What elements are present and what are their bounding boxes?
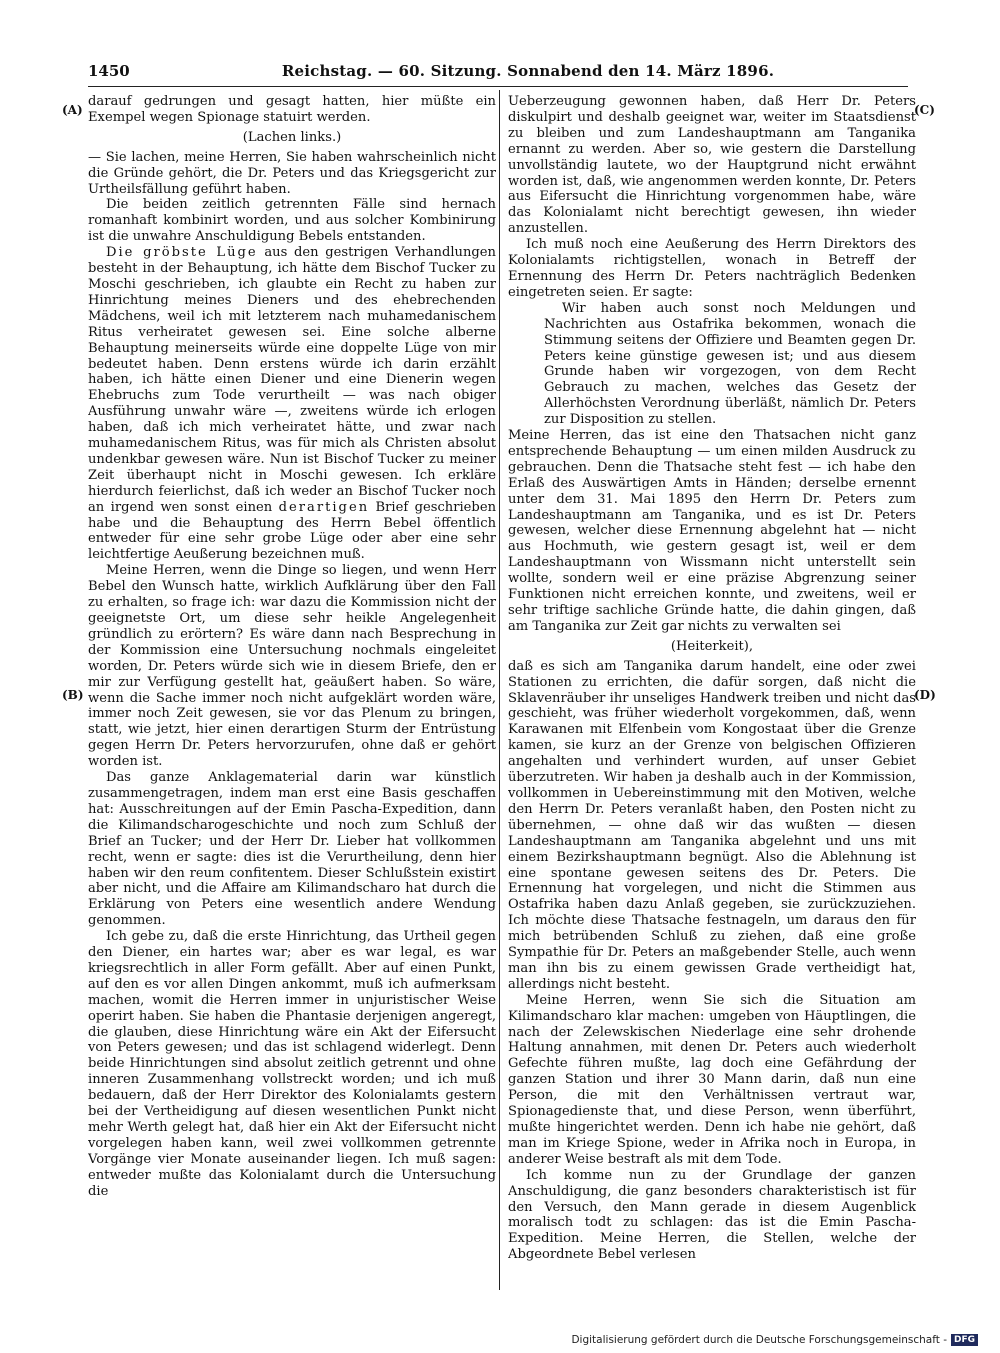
margin-mark-b: (B)	[62, 688, 84, 702]
paragraph: darauf gedrungen und gesagt hatten, hier müßte ein Exempel wegen Spionage statuirt werden.	[88, 94, 496, 125]
interjection: (Lachen links.)	[242, 129, 342, 145]
left-column	[88, 94, 496, 1294]
margin-mark-c: (C)	[914, 103, 935, 117]
paragraph: — Sie lachen, meine Herren, Sie haben wahrscheinlich nicht die Gründe gehört, die Dr. Peters und das Kriegsgericht zur Urtheilsfällung geführt haben.	[88, 149, 496, 197]
paragraph: Meine Herren, wenn Sie sich die Situation am Kilimandscharo klar machen: umgeben von Häuptlingen, die nach der Zelewskischen Niederlage eine sehr drohende Haltung annahmen, mit denen Dr. Peters auch wiederholt Gefechte führen mußte, lag doch eine Gefährdung der ganzen Station und ihrer 30 Mann darin, daß nun eine Person, die mit den Verhältnissen vertraut war, Spionagedienste that, und diese Person, wenn überführt, mußte hingerichtet werden. Denn ich habe nie gehört, daß man im Kriege Spione, weder in Afrika noch in Europa, in anderer Weise bestraft als mit dem Tode.	[508, 992, 916, 1167]
page-header	[88, 62, 908, 84]
spaced-emphasis: derartigen	[278, 499, 370, 515]
dfg-logo: DFG	[951, 1334, 978, 1346]
paragraph-text: aus den gestrigen Verhandlungen besteht in der Behauptung, ich hätte dem Bischof Tucker zu Moschi geschrieben, ich glaubte ein Recht zu haben zur Hinrichtung meines Dieners und des ehebrechenden Mädchens, weil ich mit letzterem nach muhamedanischem Ritus verheiratet gewesen sei. Eine solche alberne Behauptung meinerseits würde eine doppelte Lüge von mir bedeutet haben. Denn erstens würde ich darin erzählt haben, ich hätte einen Diener und eine Dienerin wegen Ehebruchs zum Tode verurtheilt — was nach obiger Ausführung unwahr wäre —, zweitens würde ich erlogen haben, daß ich mich verheiratet hätte, und zwar nach muhamedanischem Ritus, was für mich als Christen absolut undenkbar gewesen wäre. Nun ist Bischof Tucker zu meiner Zeit überhaupt nicht in Moschi gewesen. Ich erkläre hierdurch feierlichst, daß ich weder an Bischof Tucker noch an irgend wen sonst einen	[88, 245, 496, 515]
paragraph: Das ganze Anklagematerial darin war künstlich zusammengetragen, indem man erst eine Basis geschaffen hat: Ausschreitungen auf der Emin Pascha-Expedition, dann die Kilimandscharogeschichte und noch zum Schluß der Brief an Tucker; und der Herr Dr. Lieber hat vollkommen recht, wenn er sagte: dies ist die Verurtheilung, denn hier haben wir den reum confitentem. Dieser Schlußstein existirt aber nicht, und die Affaire am Kilimandscharo hat durch die Erklärung von Peters eine wesentlich andere Wendung genommen.	[88, 770, 496, 929]
paragraph: daß es sich am Tanganika darum handelt, eine oder zwei Stationen zu errichten, die dafür sorgen, daß nicht die Sklavenräuber ihr unseliges Handwerk treiben und nicht das geschieht, was früher wiederholt vorgekommen, daß, wenn Karawanen mit Elfenbein vom Kongostaat über die Grenze kamen, sie kurz an der Grenze von belgischen Offizieren angehalten und verhindert wurden, auf unser Gebiet überzutreten. Wir haben ja deshalb auch in der Kommission, vollkommen in Uebereinstimmung mit den Motiven, welche den Herrn Dr. Peters veranlaßt haben, den Posten nicht zu übernehmen, — ohne daß wir das wußten — diesen Landeshauptmann am Tanganika abgelehnt und uns mit einem Bezirkshauptmann begnügt. Also die Ablehnung ist eine spontane gewesen seitens des Dr. Peters. Die Ernennung hat vorgelegen, und nicht die Stimmen aus Ostafrika haben dazu Anlaß gegeben, sie zurückzuziehen. Ich möchte diese Thatsache festnageln, um daraus den für mich betrübenden Schluß zu ziehen, daß eine große Sympathie für Dr. Peters an maßgebender Stelle, auch wenn man ihn bis zu einem gewissen Grade vertheidigt hat, allerdings nicht besteht.	[508, 658, 916, 992]
header-rule	[88, 86, 908, 87]
paragraph: Ich komme nun zu der Grundlage der ganzen Anschuldigung, die ganz besonders charakteristisch ist für den Versuch, den Mann gerade in diesem Augenblick moralisch todt zu schlagen: das ist die Emin Pascha-Expedition. Meine Herren, die Stellen, welche der Abgeordnete Bebel verlesen	[508, 1167, 916, 1263]
paragraph: Die beiden zeitlich getrennten Fälle sind hernach romanhaft kombinirt worden, und aus solcher Kombinirung ist die unwahre Anschuldigung Bebels entstanden.	[88, 197, 496, 245]
margin-mark-d: (D)	[914, 688, 936, 702]
interjection: (Heiterkeit),	[670, 638, 754, 654]
margin-mark-a: (A)	[62, 103, 83, 117]
paragraph: Ich muß noch eine Aeußerung des Herrn Direktors des Kolonialamts richtigstellen, wonach in Betreff der Ernennung des Herrn Dr. Peters nachträglich Bedenken eingetreten seien. Er sagte:	[508, 237, 916, 300]
spaced-emphasis: Die gröbste Lüge	[106, 245, 258, 261]
paragraph: Ueberzeugung gewonnen haben, daß Herr Dr. Peters diskulpirt und deshalb geeignet war, weiter im Staatsdienst zu bleiben und zum Landeshauptmann am Tanganika ernannt zu werden. Aber so, wie gestern die Darstellung unvollständig lautete, wo der Hauptgrund nicht erwähnt worden ist, daß, wie angenommen werden konnte, Dr. Peters aus Eifersucht die Hinrichtung vorgenommen habe, wäre das Kolonialamt nicht berechtigt gewesen, ihn wieder anzustellen.	[508, 94, 916, 237]
footer-credit	[571, 1334, 978, 1346]
column-divider	[499, 90, 500, 1290]
block-quote: Wir haben auch sonst noch Meldungen und Nachrichten aus Ostafrika bekommen, wonach die Stimmung seitens der Offiziere und Beamten gegen Dr. Peters keine günstige gewesen ist; und aus diesem Grunde haben wir vorgezogen, von dem Recht Gebrauch zu machen, welches das Gesetz der Allerhöchsten Verordnung überläßt, nämlich Dr. Peters zur Disposition zu stellen.	[544, 300, 916, 428]
paragraph-text: Brief geschrieben habe und die Behauptung des Herrn Bebel öffentlich entweder für eine sehr grobe Lüge oder aber eine sehr leichtfertige Aeußerung bezeichnen muß.	[88, 499, 496, 563]
paragraph: Ich gebe zu, daß die erste Hinrichtung, das Urtheil gegen den Diener, ein hartes war; aber es war legal, es war kriegsrechtlich in aller Form gefällt. Aber auf einen Punkt, auf den es vor allen Dingen ankommt, muß ich aufmerksam machen, womit die Herren immer in unjuristischer Weise operirt haben. Sie haben die Phantasie derjenigen angeregt, die glauben, diese Hinrichtung wäre ein Akt der Eifersucht von Peters gewesen; und das ist schlagend widerlegt. Denn beide Hinrichtungen sind absolut zeitlich getrennt und ohne inneren Zusammenhang vollstreckt worden; und ich muß bedauern, daß der Herr Direktor des Kolonialamts gestern bei der Vertheidigung auf diesen wesentlichen Punkt nicht mehr Werth gelegt hat, daß hier ein Akt der Eifersucht nicht vorgelegen haben kann, weil zwei vollkommen getrennte Vorgänge vier Monate auseinander liegen. Ich muß sagen: entweder mußte das Kolonialamt durch die Untersuchung die	[88, 929, 496, 1199]
running-head: Reichstag. — 60. Sitzung. Sonnabend den 14. März 1896.	[281, 62, 775, 80]
right-column	[508, 94, 916, 1294]
footer-text: Digitalisierung gefördert durch die Deutsche Forschungsgemeinschaft -	[571, 1334, 947, 1346]
page-number: 1450	[88, 62, 130, 80]
paragraph: Meine Herren, das ist eine den Thatsachen nicht ganz entsprechende Behauptung — um einen milden Ausdruck zu gebrauchen. Denn die Thatsache steht fest — ich habe den Erlaß des Auswärtigen Amts in Händen; derselbe ernennt unter dem 31. Mai 1895 den Herrn Dr. Peters zum Landeshauptmann am Tanganika, und es ist Dr. Peters gewesen, welcher diese Ernennung abgelehnt hat — nicht aus Hochmuth, wie gestern gesagt ist, weil er dem Landeshauptmann von Wissmann nicht unterstellt sein wollte, sondern weil er eine präzise Abgrenzung seiner Funktionen nicht erreichen konnte, und zweitens, weil er sehr triftige sachliche Gründe hatte, die dahin gingen, daß am Tanganika zur Zeit gar nichts zu verwalten sei	[508, 428, 916, 634]
paragraph: Meine Herren, wenn die Dinge so liegen, und wenn Herr Bebel den Wunsch hatte, wirklich Aufklärung über den Fall zu erhalten, so frage ich: war dazu die Kommission nicht der geeignetste Ort, um diese sehr heikle Angelegenheit gründlich zu erörtern? Es wäre dann nach Besprechung in der Kommission eine Untersuchung nochmals eingeleitet worden, Dr. Peters würde sich wie in diesem Briefe, den er mir zur Verfügung gestellt hat, geäußert haben. So wäre, wenn die Sache immer noch nicht aufgeklärt worden wäre, immer noch Zeit gewesen, sie vor das Plenum zu bringen, statt, wie jetzt, hier einen derartigen Sturm der Entrüstung gegen Herrn Dr. Peters hervorzurufen, ohne daß er gehört worden ist.	[88, 563, 496, 770]
paragraph	[88, 245, 496, 563]
